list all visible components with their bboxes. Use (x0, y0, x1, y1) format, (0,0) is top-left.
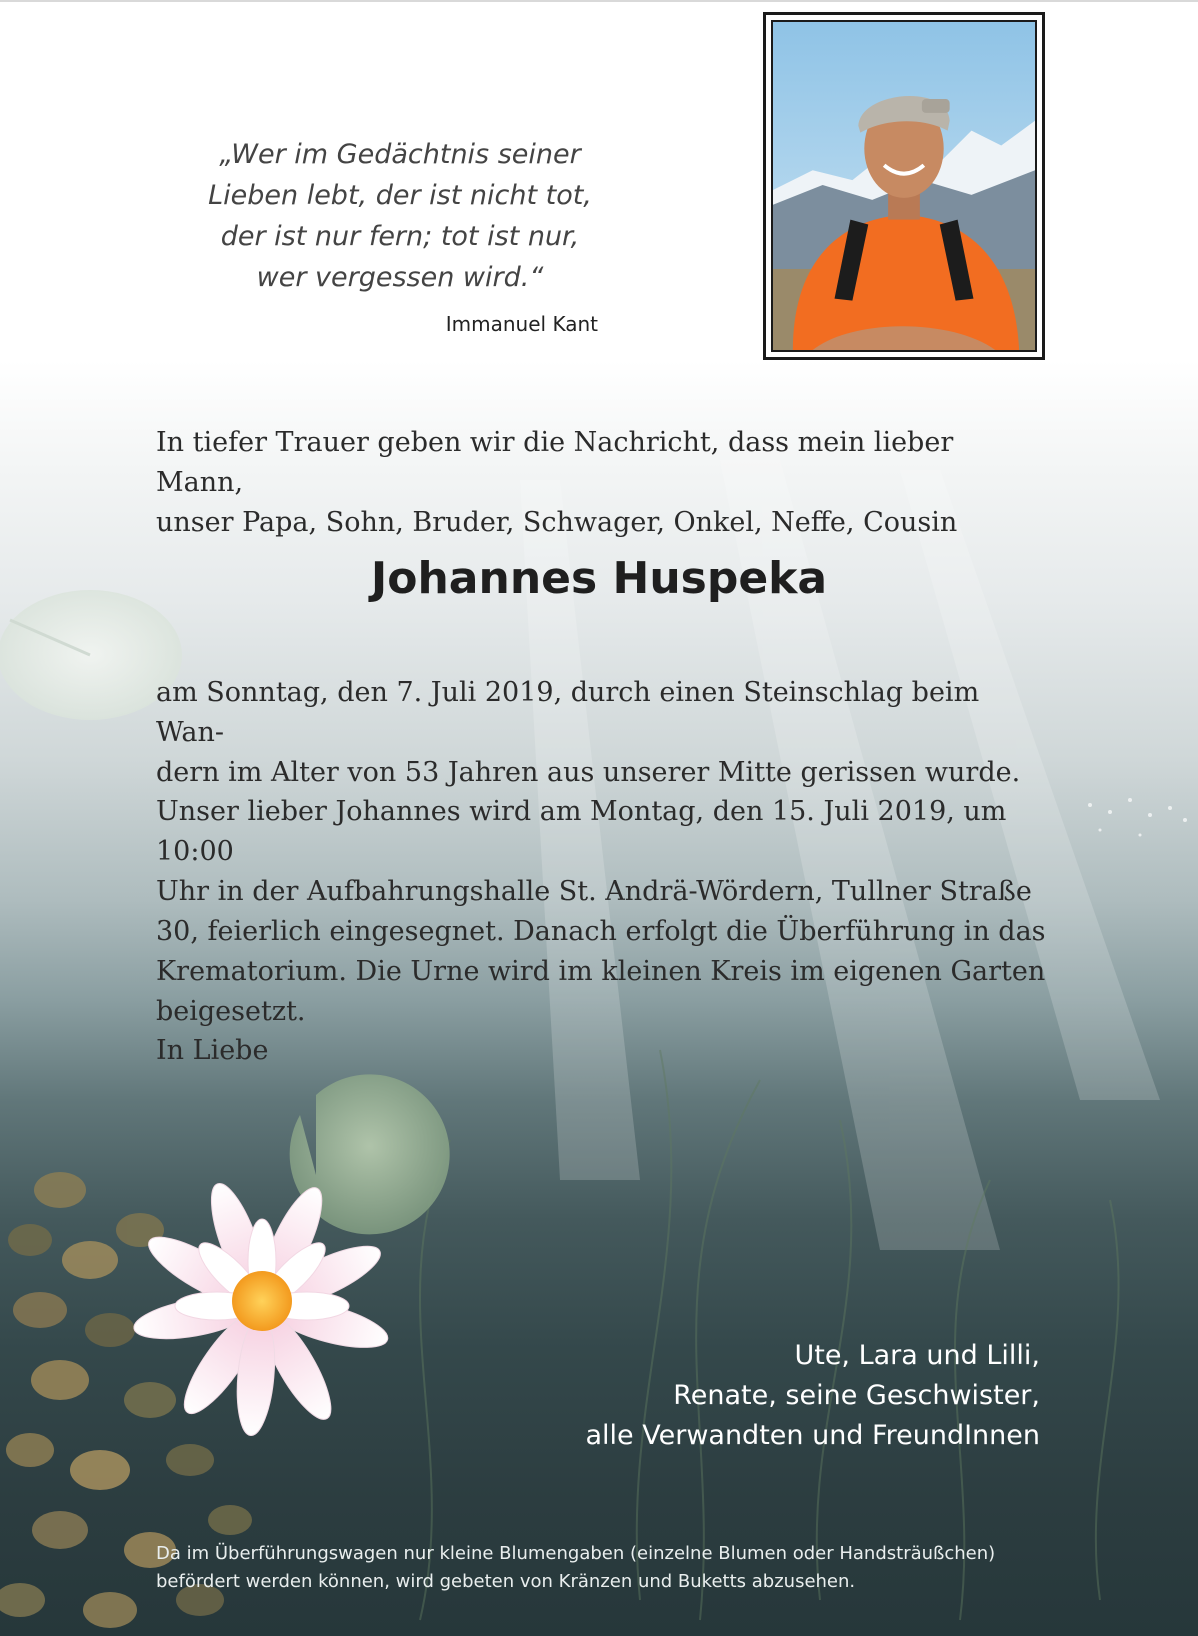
ceremony-line: Unser lieber Johannes wird am Montag, den 15. Juli 2019, um 10:00 (156, 796, 1007, 867)
quote-line: „Wer im Gedächtnis seiner (219, 139, 581, 170)
signers-list (340, 1336, 1040, 1456)
portrait-photo (771, 20, 1037, 352)
intro-text (156, 423, 1046, 543)
intro-line: In tiefer Trauer geben wir die Nachricht, dass mein lieber Mann, (156, 427, 954, 498)
note-line: befördert werden können, wird gebeten von Kränzen und Buketts abzusehen. (156, 1571, 856, 1592)
signer-line: Ute, Lara und Lilli, (794, 1340, 1040, 1371)
ceremony-line: 30, feierlich eingesegnet. Danach erfolgt die Überführung in das (156, 916, 1046, 947)
signer-line: Renate, seine Geschwister, (673, 1380, 1040, 1411)
note-line: Da im Überführungswagen nur kleine Blumengaben (einzelne Blumen oder Handsträußchen) (156, 1543, 996, 1564)
memorial-quote (200, 134, 600, 298)
intro-line: unser Papa, Sohn, Bruder, Schwager, Onkel, Neffe, Cousin (156, 507, 958, 538)
signer-line: alle Verwandten und FreundInnen (585, 1420, 1040, 1451)
announcement-line: dern im Alter von 53 Jahren aus unserer Mitte gerissen wurde. (156, 757, 1021, 788)
ceremony-line: beigesetzt. (156, 996, 306, 1027)
ceremony-text (156, 792, 1046, 1032)
ceremony-line: Krematorium. Die Urne wird im kleinen Kreis im eigenen Garten (156, 956, 1046, 987)
announcement-line: am Sonntag, den 7. Juli 2019, durch einen Steinschlag beim Wan- (156, 677, 980, 748)
quote-line: der ist nur fern; tot ist nur, (220, 221, 580, 252)
closing-text: In Liebe (156, 1035, 269, 1066)
quote-line: Lieben lebt, der ist nicht tot, (208, 180, 592, 211)
deceased-name: Johannes Huspeka (370, 553, 828, 604)
portrait-photo-frame (763, 12, 1045, 360)
flower-note (156, 1540, 1036, 1596)
announcement-text (156, 673, 1046, 793)
ceremony-line: Uhr in der Aufbahrungshalle St. Andrä-Wördern, Tullner Straße (156, 876, 1032, 907)
quote-author: Immanuel Kant (445, 312, 598, 336)
portrait-image (773, 22, 1035, 350)
quote-line: wer vergessen wird.“ (256, 262, 544, 293)
